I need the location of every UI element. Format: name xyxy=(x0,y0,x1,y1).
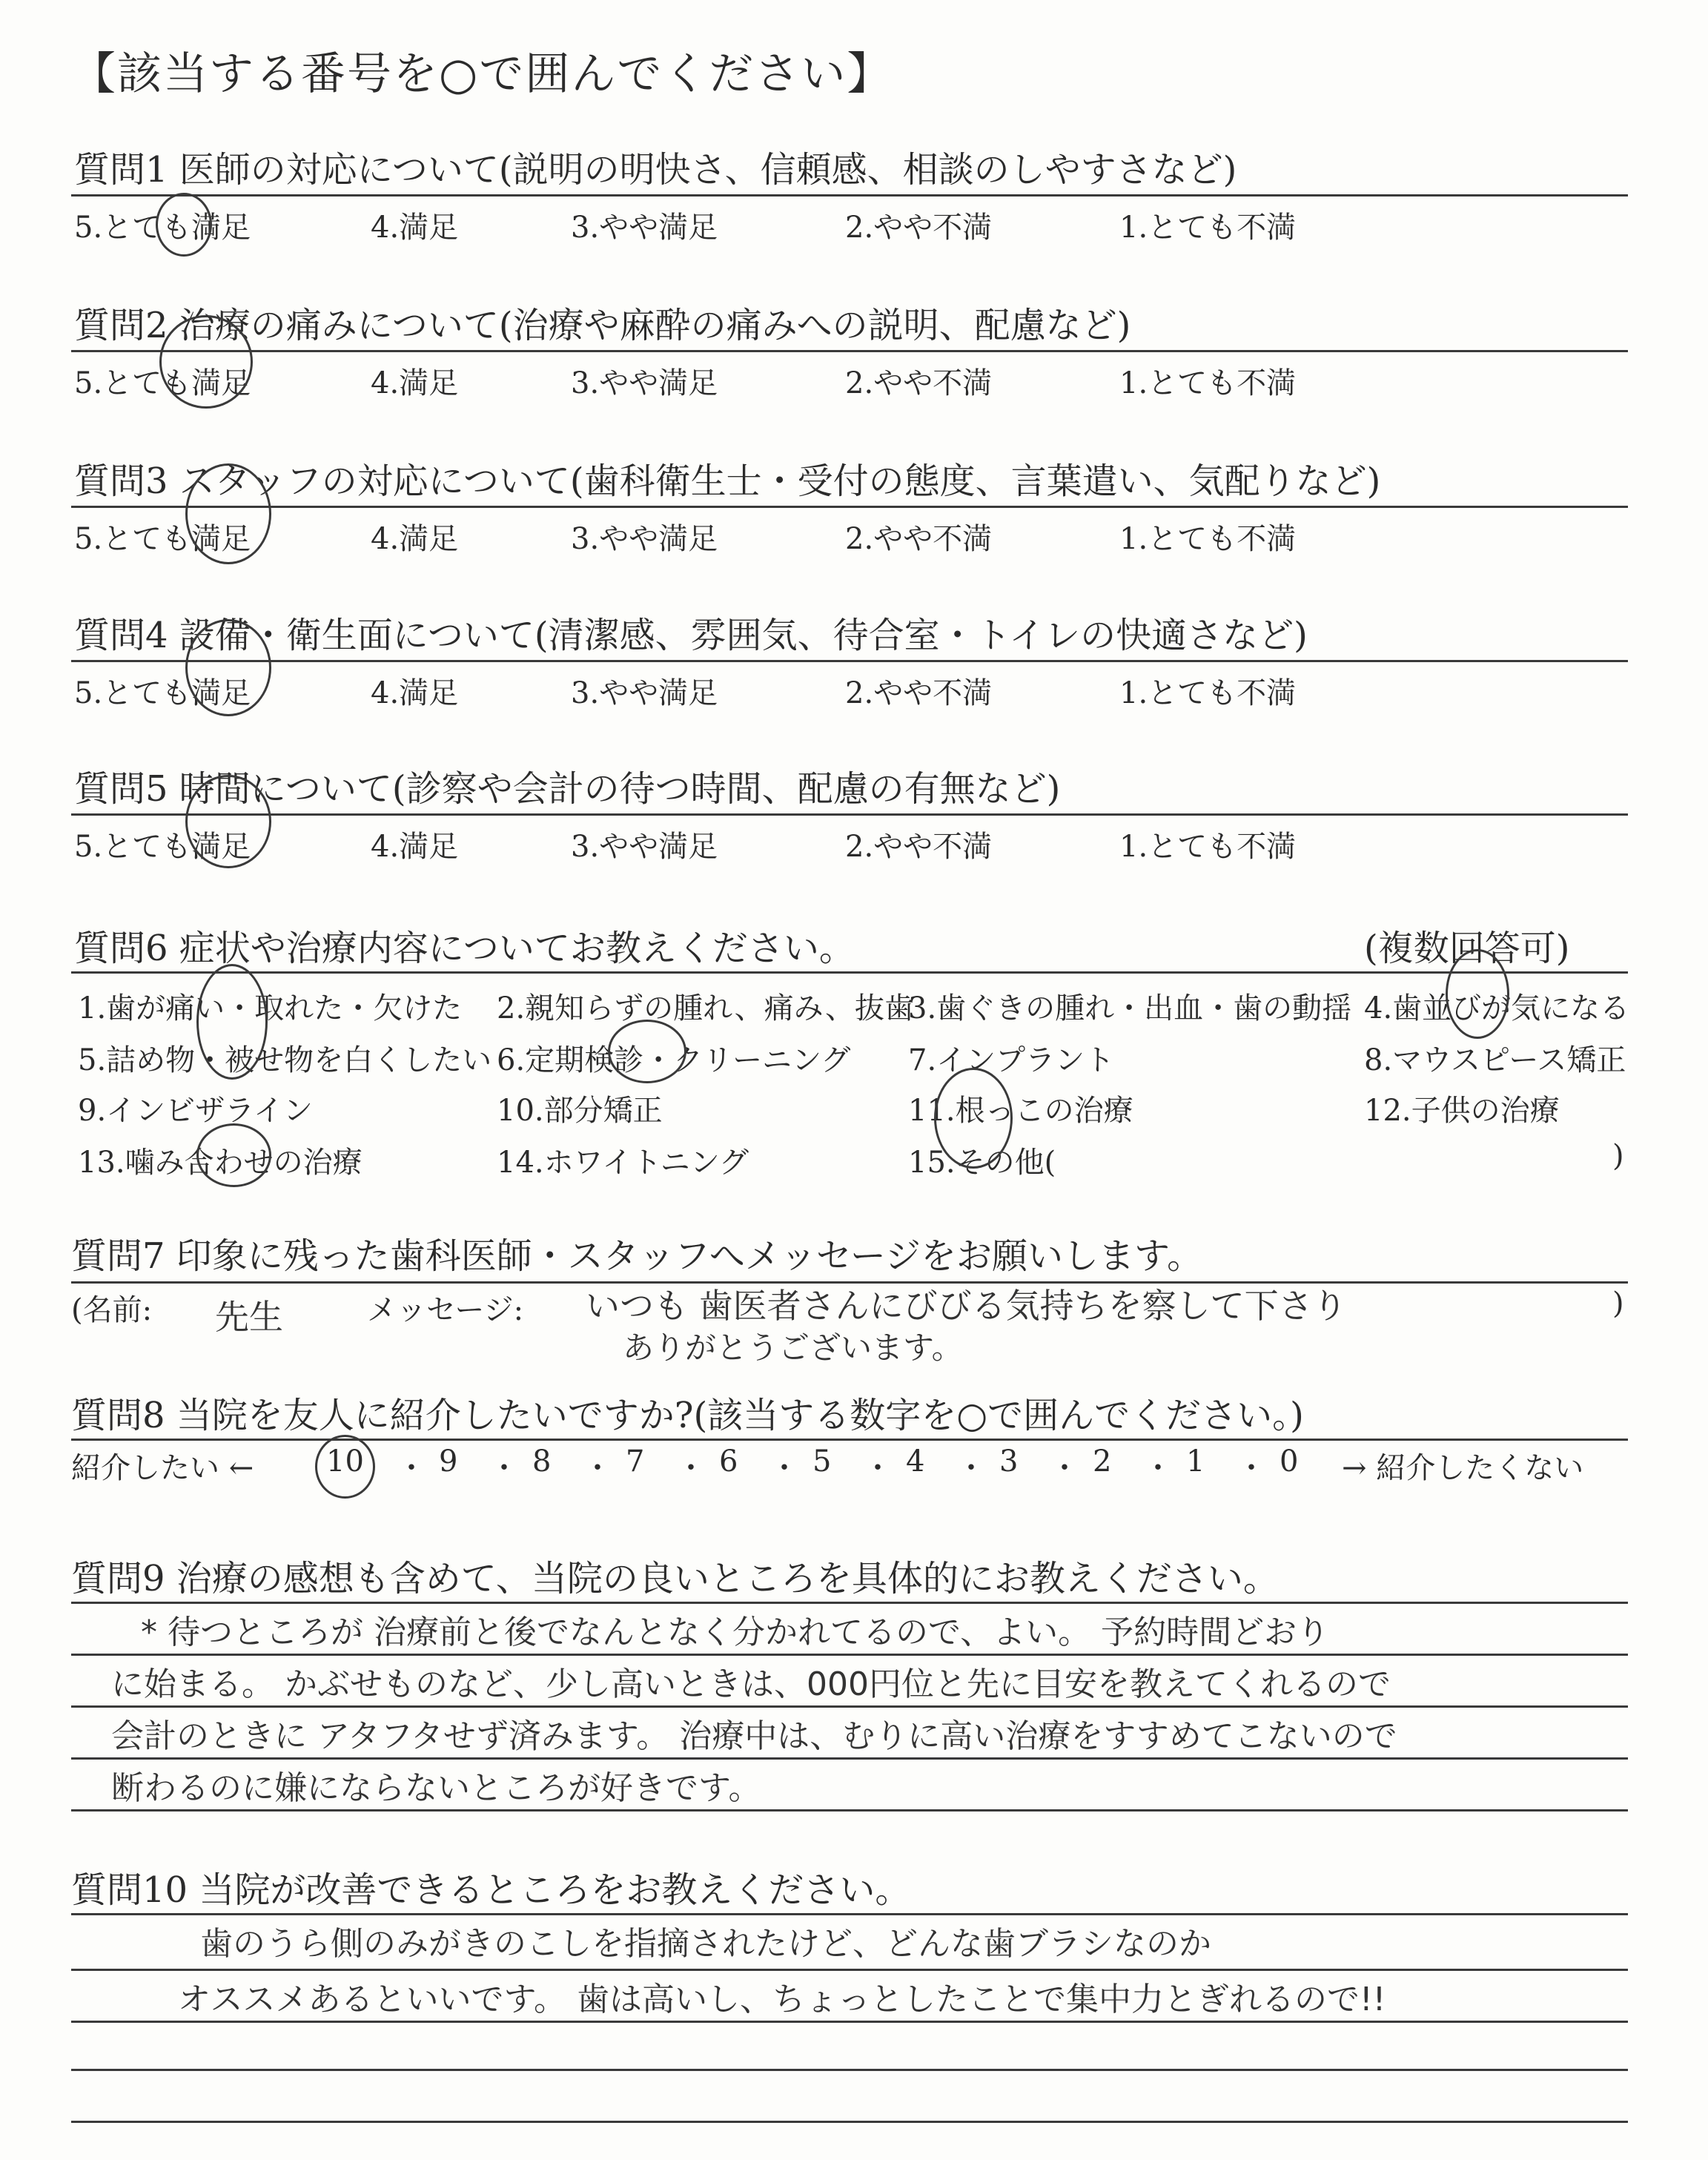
question-3-title: 質問3 スタッフの対応について(歯科衛生士・受付の態度、言葉遣い、気配りなど) xyxy=(74,460,1381,502)
q6-item-3[interactable]: 3.歯ぐきの腫れ・出血・歯の動揺 xyxy=(908,991,1352,1025)
q5-option-1[interactable]: 1.とても不満 xyxy=(1119,830,1297,864)
scale-dot: ・ xyxy=(676,1451,706,1485)
scale-4[interactable]: 4 xyxy=(906,1444,925,1479)
scale-dot: ・ xyxy=(863,1451,893,1485)
q4-option-2[interactable]: 2.やや不満 xyxy=(845,676,993,710)
selection-circle xyxy=(185,775,271,868)
q4-option-4[interactable]: 4.満足 xyxy=(371,676,459,710)
q10-line-1[interactable]: 歯のうら側のみがきのこしを指摘されたけど、どんな歯ブラシなのか xyxy=(200,1925,1211,1963)
q6-item-15[interactable]: 15.その他( xyxy=(908,1146,1056,1180)
message-close-paren: ) xyxy=(1612,1287,1624,1321)
q5-option-4[interactable]: 4.満足 xyxy=(371,830,459,864)
q2-option-3[interactable]: 3.やや満足 xyxy=(571,366,718,400)
name-label: (名前: xyxy=(71,1293,153,1327)
q6-item-13[interactable]: 13.噛み合わせの治療 xyxy=(78,1146,363,1180)
question-4-title: 質問4 設備・衛生面について(清潔感、雰囲気、待合室・トイレの快適さなど) xyxy=(74,615,1308,656)
divider xyxy=(71,2121,1628,2123)
scale-dot: ・ xyxy=(769,1451,799,1485)
selection-circle xyxy=(196,964,268,1080)
q6-item-7[interactable]: 7.インプラント xyxy=(908,1043,1115,1077)
q6-item-2[interactable]: 2.親知らずの腫れ、痛み、抜歯 xyxy=(497,991,914,1025)
q10-line-2[interactable]: オススメあるといいです。 歯は高いし、ちょっとしたことで集中力とぎれるので!! xyxy=(178,1981,1386,2018)
q6-item-12[interactable]: 12.子供の治療 xyxy=(1364,1094,1560,1128)
selection-circle xyxy=(196,1123,271,1187)
divider xyxy=(71,1809,1628,1811)
page-title: 【該当する番号を○で囲んでください】 xyxy=(71,48,893,100)
q3-option-1[interactable]: 1.とても不満 xyxy=(1119,522,1297,556)
divider xyxy=(71,194,1628,196)
selection-circle xyxy=(156,193,212,257)
q6-item-1[interactable]: 1.歯が痛い・取れた・欠けた xyxy=(78,991,463,1025)
scale-dot: ・ xyxy=(1237,1451,1266,1485)
question-7-title: 質問7 印象に残った歯科医師・スタッフへメッセージをお願いします。 xyxy=(71,1235,1203,1277)
selection-circle xyxy=(185,619,271,716)
question-2-title: 質問2 治療の痛みについて(治療や麻酔の痛みへの説明、配慮など) xyxy=(74,305,1131,346)
divider xyxy=(71,971,1628,974)
message-label: メッセージ: xyxy=(367,1293,524,1327)
divider xyxy=(71,1757,1628,1760)
scale-5[interactable]: 5 xyxy=(812,1444,832,1479)
q4-option-1[interactable]: 1.とても不満 xyxy=(1119,676,1297,710)
question-10-title: 質問10 当院が改善できるところをお教えください。 xyxy=(71,1869,911,1911)
q1-option-5[interactable]: 5.とても満足 xyxy=(74,211,251,245)
q1-option-3[interactable]: 3.やや満足 xyxy=(571,211,718,245)
q6-item-5[interactable]: 5.詰め物・被せ物を白くしたい xyxy=(78,1043,492,1077)
q5-option-2[interactable]: 2.やや不満 xyxy=(845,830,993,864)
selection-circle xyxy=(159,315,253,409)
divider xyxy=(71,350,1628,352)
question-1-title: 質問1 医師の対応について(説明の明快さ、信頼感、相談のしやすさなど) xyxy=(74,149,1237,191)
q2-option-4[interactable]: 4.満足 xyxy=(371,366,459,400)
divider xyxy=(71,1705,1628,1708)
selection-circle xyxy=(934,1068,1013,1169)
divider xyxy=(71,813,1628,816)
scale-8[interactable]: 8 xyxy=(532,1444,552,1479)
q3-option-4[interactable]: 4.満足 xyxy=(371,522,459,556)
q4-option-3[interactable]: 3.やや満足 xyxy=(571,676,718,710)
q3-option-3[interactable]: 3.やや満足 xyxy=(571,522,718,556)
scale-7[interactable]: 7 xyxy=(626,1444,645,1479)
divider xyxy=(71,1439,1628,1441)
q6-item-14[interactable]: 14.ホワイトニング xyxy=(497,1146,749,1180)
selection-circle xyxy=(185,463,271,564)
q1-option-4[interactable]: 4.満足 xyxy=(371,211,459,245)
q6-other-close-paren: ) xyxy=(1612,1139,1624,1173)
q6-item-9[interactable]: 9.インビザライン xyxy=(78,1094,313,1128)
q6-item-4[interactable]: 4.歯並びが気になる xyxy=(1364,991,1630,1025)
recommend-left-label: 紹介したい ← xyxy=(71,1451,254,1485)
divider xyxy=(71,1654,1628,1656)
q2-option-5[interactable]: 5.とても満足 xyxy=(74,366,251,400)
message-line-1[interactable]: いつも 歯医者さんにびびる気持ちを察して下さり xyxy=(586,1286,1347,1326)
q2-option-2[interactable]: 2.やや不満 xyxy=(845,366,993,400)
divider xyxy=(71,2021,1628,2023)
scale-2[interactable]: 2 xyxy=(1093,1444,1112,1479)
scale-0[interactable]: 0 xyxy=(1280,1444,1299,1479)
q3-option-2[interactable]: 2.やや不満 xyxy=(845,522,993,556)
divider xyxy=(71,1602,1628,1604)
scale-dot: ・ xyxy=(956,1451,986,1485)
q5-option-3[interactable]: 3.やや満足 xyxy=(571,830,718,864)
question-5-title: 質問5 時間について(診察や会計の待つ時間、配慮の有無など) xyxy=(74,768,1061,810)
q9-line-2[interactable]: に始まる。 かぶせものなど、少し高いときは、000円位と先に目安を教えてくれるので xyxy=(111,1665,1391,1703)
q9-line-1[interactable]: * 待つところが 治療前と後でなんとなく分かれてるので、よい。 予約時間どおり xyxy=(141,1614,1330,1651)
scale-dot: ・ xyxy=(397,1451,426,1485)
divider xyxy=(71,2069,1628,2071)
q6-item-11[interactable]: 11.根っこの治療 xyxy=(908,1094,1133,1128)
name-value[interactable]: 先生 xyxy=(215,1297,283,1337)
q5-option-5[interactable]: 5.とても満足 xyxy=(74,830,251,864)
divider xyxy=(71,1969,1628,1971)
question-8-title: 質問8 当院を友人に紹介したいですか?(該当する数字を○で囲んでください。) xyxy=(71,1395,1304,1436)
question-9-title: 質問9 治療の感想も含めて、当院の良いところを具体的にお教えください。 xyxy=(71,1558,1279,1599)
selection-circle xyxy=(315,1435,375,1499)
scale-dot: ・ xyxy=(583,1451,612,1485)
scale-3[interactable]: 3 xyxy=(999,1444,1019,1479)
q3-option-5[interactable]: 5.とても満足 xyxy=(74,522,251,556)
scale-10[interactable]: 10 xyxy=(326,1444,364,1479)
q6-item-6[interactable]: 6.定期検診・クリーニング xyxy=(497,1043,851,1077)
q6-item-8[interactable]: 8.マウスピース矯正 xyxy=(1364,1043,1626,1077)
q2-option-1[interactable]: 1.とても不満 xyxy=(1119,366,1297,400)
q9-line-4[interactable]: 断わるのに嫌にならないところが好きです。 xyxy=(111,1769,761,1807)
selection-circle xyxy=(608,1020,686,1083)
scale-1[interactable]: 1 xyxy=(1186,1444,1205,1479)
scale-6[interactable]: 6 xyxy=(719,1444,738,1479)
q1-option-1[interactable]: 1.とても不満 xyxy=(1119,211,1297,245)
divider xyxy=(71,1913,1628,1915)
message-line-2[interactable]: ありがとうございます。 xyxy=(623,1330,963,1366)
question-6-title: 質問6 症状や治療内容についてお教えください。 xyxy=(74,928,855,969)
selection-circle xyxy=(1446,949,1509,1039)
scale-dot: ・ xyxy=(1050,1451,1079,1485)
q1-option-2[interactable]: 2.やや不満 xyxy=(845,211,993,245)
scale-dot: ・ xyxy=(489,1451,519,1485)
scale-9[interactable]: 9 xyxy=(439,1444,458,1479)
multiple-answers-note: (複数回答可) xyxy=(1364,928,1570,969)
scale-dot: ・ xyxy=(1143,1451,1173,1485)
divider xyxy=(71,660,1628,662)
q6-item-10[interactable]: 10.部分矯正 xyxy=(497,1094,663,1128)
divider xyxy=(71,506,1628,508)
q4-option-5[interactable]: 5.とても満足 xyxy=(74,676,251,710)
recommend-right-label: → 紹介したくない xyxy=(1342,1451,1584,1485)
q9-line-3[interactable]: 会計のときに アタフタせず済みます。 治療中は、むりに高い治療をすすめてこないので xyxy=(111,1717,1397,1755)
